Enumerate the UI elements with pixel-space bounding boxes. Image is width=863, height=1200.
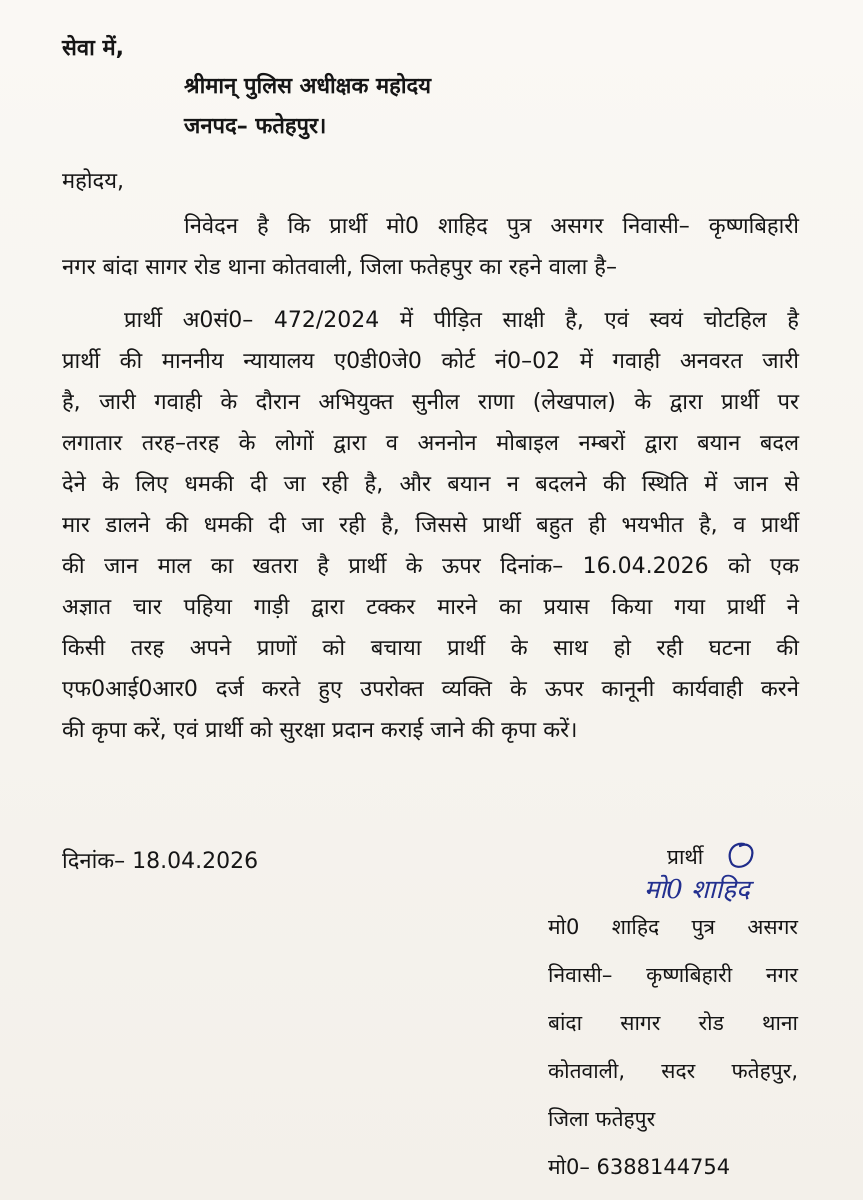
signature-loop [722,838,762,872]
applicant-label: प्रार्थी [667,845,704,869]
paragraph-2-line: है, जारी गवाही के दौरान अभियुक्त सुनील राणा (लेखपाल) के द्वारा प्रार्थी पर [62,390,799,415]
address-line: जिला फतेहपुर [548,1107,656,1131]
paragraph-2-line: मार डालने की धमकी दी जा रही है, जिससे प्रार्थी बहुत ही भयभीत है, व प्रार्थी [62,513,799,538]
address-line: कोतवाली, सदर फतेहपुर, [548,1059,798,1083]
signature-text: मो0 शाहिद [644,875,750,905]
address-line: मो0– 6388144754 [548,1155,731,1179]
paragraph-2 [62,300,799,751]
address-line: बांदा सागर रोड थाना [548,1011,798,1035]
paragraph-2-line: प्रार्थी अ0सं0– 472/2024 में पीड़ित साक्षी है, एवं स्वयं चोटहिल है [124,308,799,333]
recipient-title: श्रीमान् पुलिस अधीक्षक महोदय [184,74,431,99]
paragraph-2-line: लगातार तरह–तरह के लोगों द्वारा व अननोन मोबाइल नम्बरों द्वारा बयान बदल [62,431,799,456]
paragraph-1 [62,206,799,288]
paragraph-1-line: निवेदन है कि प्रार्थी मो0 शाहिद पुत्र असगर निवासी– कृष्णबिहारी [184,214,799,239]
paragraph-2-line: एफ0आई0आर0 दर्ज करते हुए उपरोक्त व्यक्ति के ऊपर कानूनी कार्यवाही करने [62,677,799,702]
paragraph-2-line: की जान माल का खतरा है प्रार्थी के ऊपर दिनांक– 16.04.2026 को एक [62,554,799,579]
recipient-district: जनपद– फतेहपुर। [184,114,327,139]
greeting: महोदय, [62,169,124,194]
address-line: निवासी– कृष्णबिहारी नगर [548,963,798,987]
letter-date: दिनांक– 18.04.2026 [62,849,259,874]
paragraph-1-line: नगर बांदा सागर रोड थाना कोतवाली, जिला फतेहपुर का रहने वाला है– [62,255,617,280]
salutation: सेवा में, [62,36,124,61]
address-line: मो0 शाहिद पुत्र असगर [548,915,798,939]
paragraph-2-line: प्रार्थी की माननीय न्यायालय ए0डी0जे0 कोर्ट नं0–02 में गवाही अनवरत जारी [62,349,799,374]
paragraph-2-line: की कृपा करें, एवं प्रार्थी को सुरक्षा प्रदान कराई जाने की कृपा करें। [62,718,578,743]
paragraph-2-line: देने के लिए धमकी दी जा रही है, और बयान न बदलने की स्थिति में जान से [62,472,799,497]
paragraph-2-line: अज्ञात चार पहिया गाड़ी द्वारा टक्कर मारने का प्रयास किया गया प्रार्थी ने [62,595,799,620]
handwritten-signature [640,868,780,908]
paragraph-2-line: किसी तरह अपने प्राणों को बचाया प्रार्थी के साथ हो रही घटना की [62,636,799,661]
